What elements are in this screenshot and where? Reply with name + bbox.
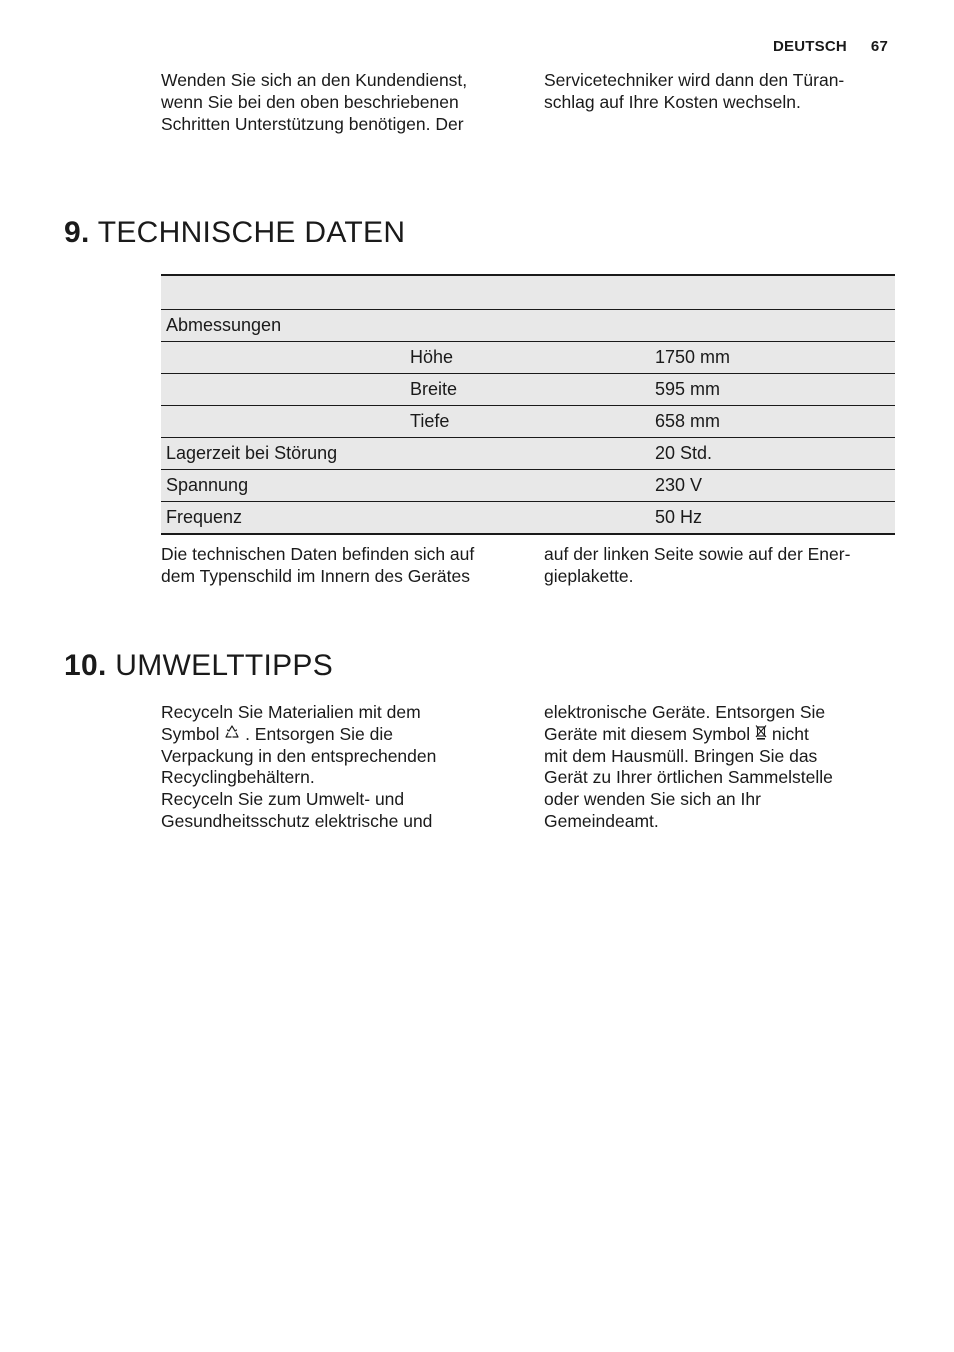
recycle-icon [224, 724, 240, 746]
table-row: Tiefe 658 mm [161, 406, 895, 438]
table-note-right: auf der linken Seite sowie auf der Ener- gieplakette. [544, 544, 851, 586]
intro-right-column: Servicetechniker wird dann den Türan- schlag auf Ihre Kosten wechseln. [544, 70, 845, 112]
page-number: 67 [870, 38, 888, 55]
table-row: Höhe 1750 mm [161, 342, 895, 374]
table-row: Lagerzeit bei Störung 20 Std. [161, 438, 895, 470]
table-row: Abmessungen [161, 310, 895, 342]
section-9-heading: 9. TECHNISCHE DATEN [64, 216, 406, 249]
environment-left-column: Recyceln Sie Materialien mit dem Symbol . Entsorgen Sie die Verpackung in den entsprechenden Recyclingbehältern. Recyceln Sie zum Umwelt- und Gesundheitsschutz elektrische und [161, 702, 437, 831]
table-row: Spannung 230 V [161, 470, 895, 502]
table-note-left: Die technischen Daten befinden sich auf dem Typenschild im Innern des Gerätes [161, 544, 475, 586]
table-row: Frequenz 50 Hz [161, 502, 895, 535]
section-10-heading: 10. UMWELTTIPPS [64, 649, 334, 682]
intro-left-column: Wenden Sie sich an den Kundendienst, wenn Sie bei den oben beschriebenen Schritten Unterstützung benötigen. Der [161, 70, 468, 134]
table-row: Breite 595 mm [161, 374, 895, 406]
page-header [773, 38, 888, 55]
header-language: DEUTSCH [773, 38, 847, 55]
table-header-row [161, 276, 895, 310]
crossed-bin-icon [755, 724, 767, 746]
environment-right-column: elektronische Geräte. Entsorgen Sie Geräte mit diesem Symbol nicht mit dem Hausmüll. Bringen Sie das Gerät zu Ihrer örtlichen Sammelstelle oder wenden Sie sich an Ihr Gemeindeamt. [544, 702, 833, 831]
technical-data-table [161, 274, 895, 535]
